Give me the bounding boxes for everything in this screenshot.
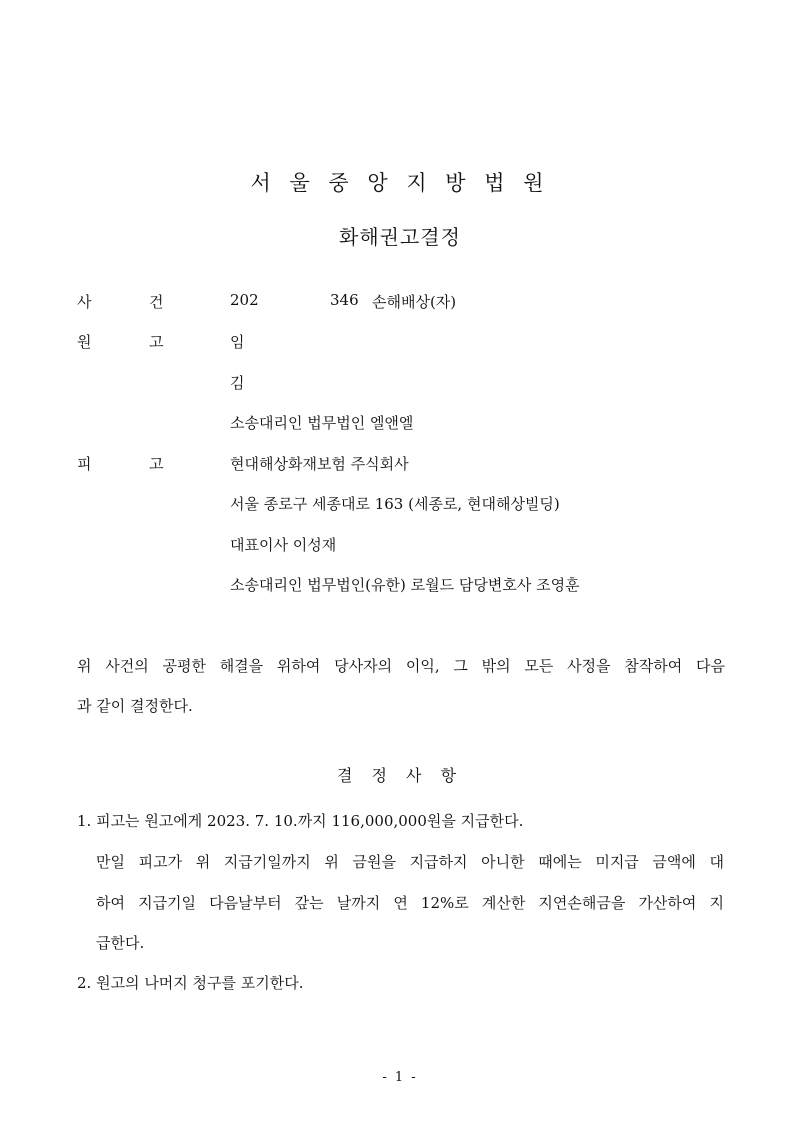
case-number-part1: 202 (230, 291, 259, 309)
defendant-row (0, 453, 800, 475)
intro-line-1: 위 사건의 공평한 해결을 위하여 당사자의 이익, 그 밖의 모든 사정을 참작하여 다음 (77, 657, 725, 675)
case-label-2: 건 (149, 293, 164, 311)
plaintiff-1: 임 (230, 333, 245, 351)
plaintiff-label-2: 고 (149, 333, 164, 351)
court-name: 서 울 중 앙 지 방 법 원 (250, 171, 550, 195)
defendant-representative: 대표이사 이성재 (230, 536, 337, 554)
plaintiff-counsel-row (0, 412, 800, 434)
defendant-label-2: 고 (149, 455, 164, 473)
plaintiff-label-1: 원 (77, 333, 92, 351)
defendant-address: 서울 종로구 세종대로 163 (세종로, 현대해상빌딩) (230, 495, 560, 513)
case-label-1: 사 (77, 293, 92, 311)
page-number: - 1 - (382, 1070, 418, 1085)
document-title: 화해권고결정 (339, 225, 461, 249)
plaintiff-2: 김 (230, 374, 245, 392)
intro-line-2: 과 같이 결정한다. (77, 697, 193, 715)
plaintiff-row-2 (0, 372, 800, 394)
defendant-rep-row (0, 534, 800, 556)
plaintiff-counsel: 소송대리인 법무법인 엘앤엘 (230, 414, 414, 432)
decision-item-1: 1. 피고는 원고에게 2023. 7. 10.까지 116,000,000원을 지급한다. (77, 812, 524, 830)
decision-item-2: 2. 원고의 나머지 청구를 포기한다. (77, 974, 304, 992)
case-row (0, 291, 800, 313)
case-name: 손해배상(자) (372, 293, 457, 311)
decision-heading: 결 정 사 항 (336, 766, 464, 785)
case-number-part2: 346 (330, 291, 359, 309)
decision-item-1-cont-3: 급한다. (96, 934, 145, 952)
defendant-address-row (0, 493, 800, 515)
defendant-label-1: 피 (77, 455, 92, 473)
defendant-counsel: 소송대리인 법무법인(유한) 로월드 담당변호사 조영훈 (230, 576, 580, 594)
defendant-name: 현대해상화재보험 주식회사 (230, 455, 409, 473)
defendant-counsel-row (0, 574, 800, 596)
decision-item-1-cont-1: 만일 피고가 위 지급기일까지 위 금원을 지급하지 아니한 때에는 미지급 금액에 대 (96, 853, 724, 871)
decision-item-1-cont-2: 하여 지급기일 다음날부터 갚는 날까지 연 12%로 계산한 지연손해금을 가산하여 지 (96, 894, 724, 912)
plaintiff-row (0, 331, 800, 353)
